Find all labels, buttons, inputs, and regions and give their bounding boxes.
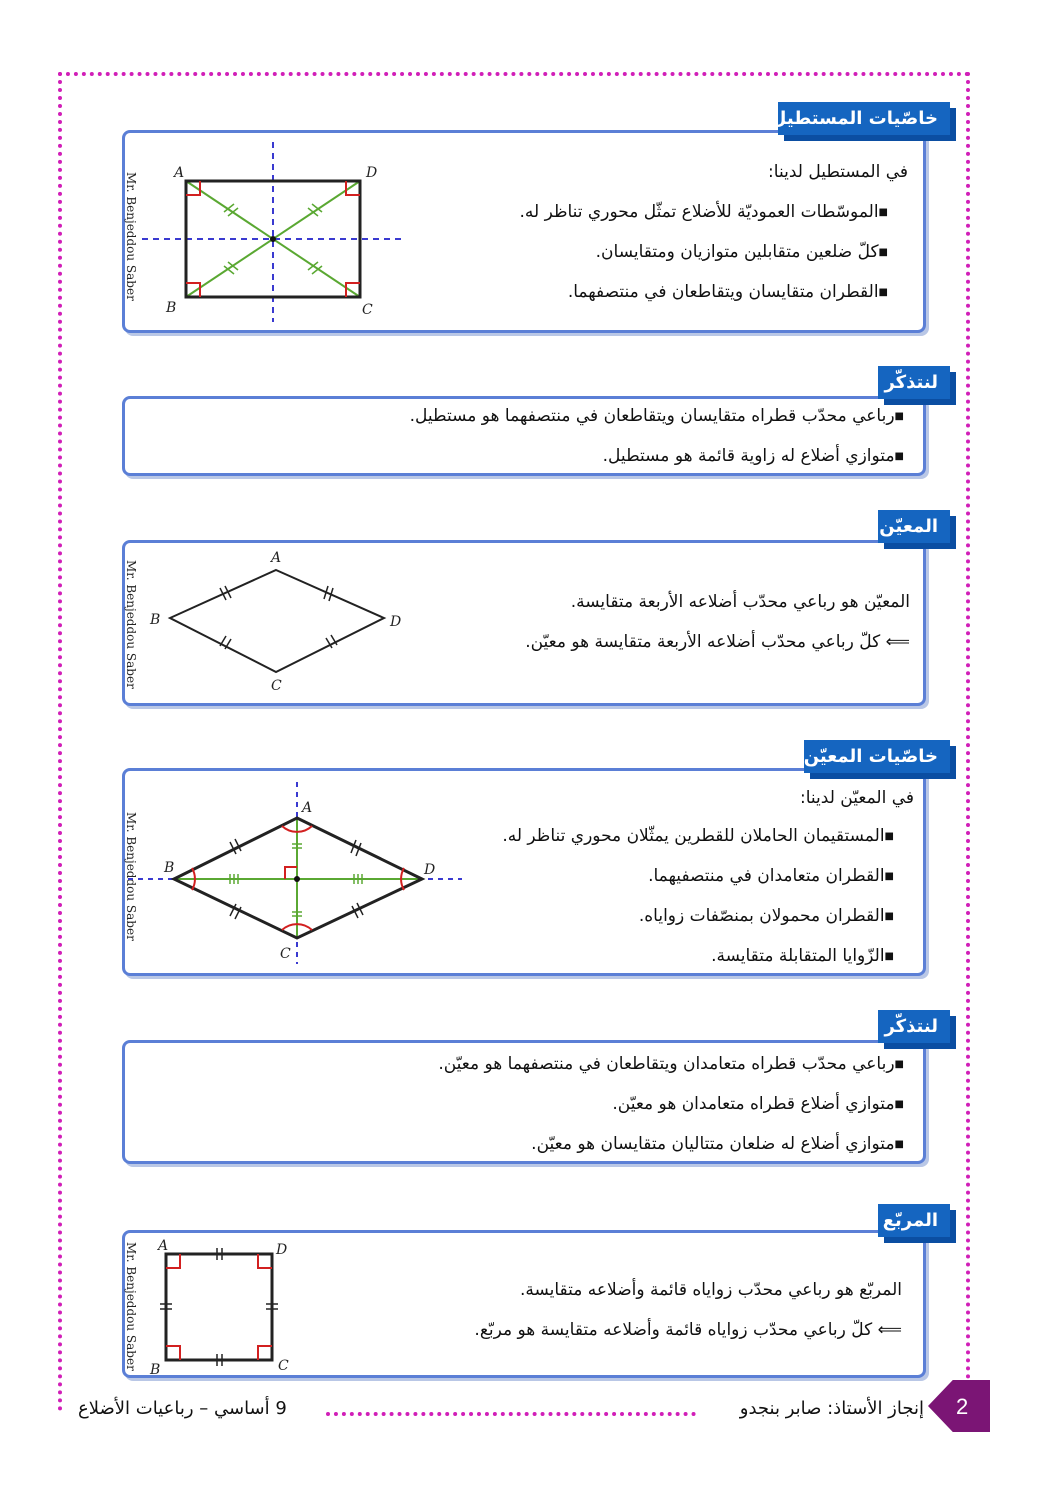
- rhombus-properties-title: خاصّيات المعيّن: [804, 740, 950, 773]
- footer-dots: [326, 1412, 696, 1416]
- rhombus-property-2: ■ القطران متعامدان في منتصفيهما.: [648, 866, 894, 887]
- rectangle-properties-title: خاصّيات المستطيل: [778, 102, 950, 135]
- rectangle-figure: [140, 140, 420, 330]
- vertex-label-b: B: [150, 1362, 161, 1378]
- square-implication: ⟸ كلّ رباعي محدّب زواياه قائمة وأضلاعه متقايسة هو مربّع.: [474, 1320, 902, 1340]
- rhombus-property-4: ■ الزّوايا المتقابلة متقايسة.: [711, 946, 894, 967]
- vertex-label-d: D: [390, 614, 402, 630]
- vertex-label-b: B: [166, 300, 177, 316]
- remember-title-2: لنتذكّر: [878, 1010, 950, 1043]
- remember-2-item-3: ■ متوازي أضلاع له ضلعان متتاليان متقايسان هو معيّن.: [531, 1134, 904, 1155]
- remember-1-item-1: ■ رباعي محدّب قطراه متقايسان ويتقاطعان في منتصفهما هو مستطيل.: [410, 406, 904, 427]
- remember-2-item-2: ■ متوازي أضلاع قطراه متعامدان هو معيّن.: [612, 1094, 904, 1115]
- rectangle-intro: في المستطيل لدينا:: [768, 162, 908, 182]
- vertex-label-a: A: [271, 550, 282, 566]
- remember-1-item-2: ■ متوازي أضلاع له زاوية قائمة هو مستطيل.: [603, 446, 904, 467]
- vertex-label-d: D: [366, 165, 378, 181]
- page-number: 2: [956, 1394, 969, 1419]
- vertex-label-c: C: [278, 1358, 289, 1374]
- rhombus-property-3: ■ القطران محمولان بمنصّفات زواياه.: [639, 906, 894, 927]
- remember-2-item-1: ■ رباعي محدّب قطراه متعامدان ويتقاطعان في منتصفهما هو معيّن.: [438, 1054, 904, 1075]
- watermark: Mr. Benjeddou Saber: [124, 172, 138, 301]
- vertex-label-a: A: [302, 800, 313, 816]
- vertex-label-a: A: [158, 1238, 169, 1254]
- footer-author: إنجاز الأستاذ: صابر بنجدو: [739, 1398, 924, 1419]
- watermark: Mr. Benjeddou Saber: [124, 560, 138, 689]
- vertex-label-c: C: [362, 302, 373, 318]
- vertex-label-c: C: [271, 678, 282, 694]
- watermark: Mr. Benjeddou Saber: [124, 812, 138, 941]
- vertex-label-c: C: [280, 946, 291, 962]
- rhombus-title: المعيّن: [878, 510, 950, 543]
- vertex-label-b: B: [164, 860, 175, 876]
- square-figure: [146, 1236, 306, 1376]
- vertex-label-a: A: [174, 165, 185, 181]
- rhombus-properties-intro: في المعيّن لدينا:: [800, 788, 914, 808]
- square-definition: المربّع هو رباعي محدّب زواياه قائمة وأضلاعه متقايسة.: [519, 1280, 902, 1300]
- rectangle-property-1: ■ الموسّطات العموديّة للأضلاع تمثّل محوري تناظر له.: [519, 202, 888, 223]
- vertex-label-b: B: [150, 612, 161, 628]
- rectangle-property-3: ■ القطران متقايسان ويتقاطعان في منتصفهما.: [568, 282, 888, 303]
- rhombus-property-1: ■ المستقيمان الحاملان للقطرين يمثّلان محوري تناظر له.: [502, 826, 894, 847]
- rhombus-figure: [140, 546, 420, 696]
- footer-course: 9 أساسي – رباعيات الأضلاع: [78, 1398, 287, 1419]
- rectangle-property-2: ■ كلّ ضلعين متقابلين متوازيان ومتقايسان.: [596, 242, 888, 263]
- watermark: Mr. Benjeddou Saber: [124, 1242, 138, 1371]
- rhombus-definition: المعيّن هو رباعي محدّب أضلاعه الأربعة متقايسة.: [570, 592, 910, 612]
- rhombus-properties-figure: [126, 778, 466, 968]
- remember-title-1: لنتذكّر: [878, 366, 950, 399]
- square-title: المربّع: [878, 1204, 950, 1237]
- rhombus-implication: ⟸ كلّ رباعي محدّب أضلاعه الأربعة متقايسة هو معيّن.: [525, 632, 910, 652]
- vertex-label-d: D: [276, 1242, 288, 1258]
- vertex-label-d: D: [424, 862, 436, 878]
